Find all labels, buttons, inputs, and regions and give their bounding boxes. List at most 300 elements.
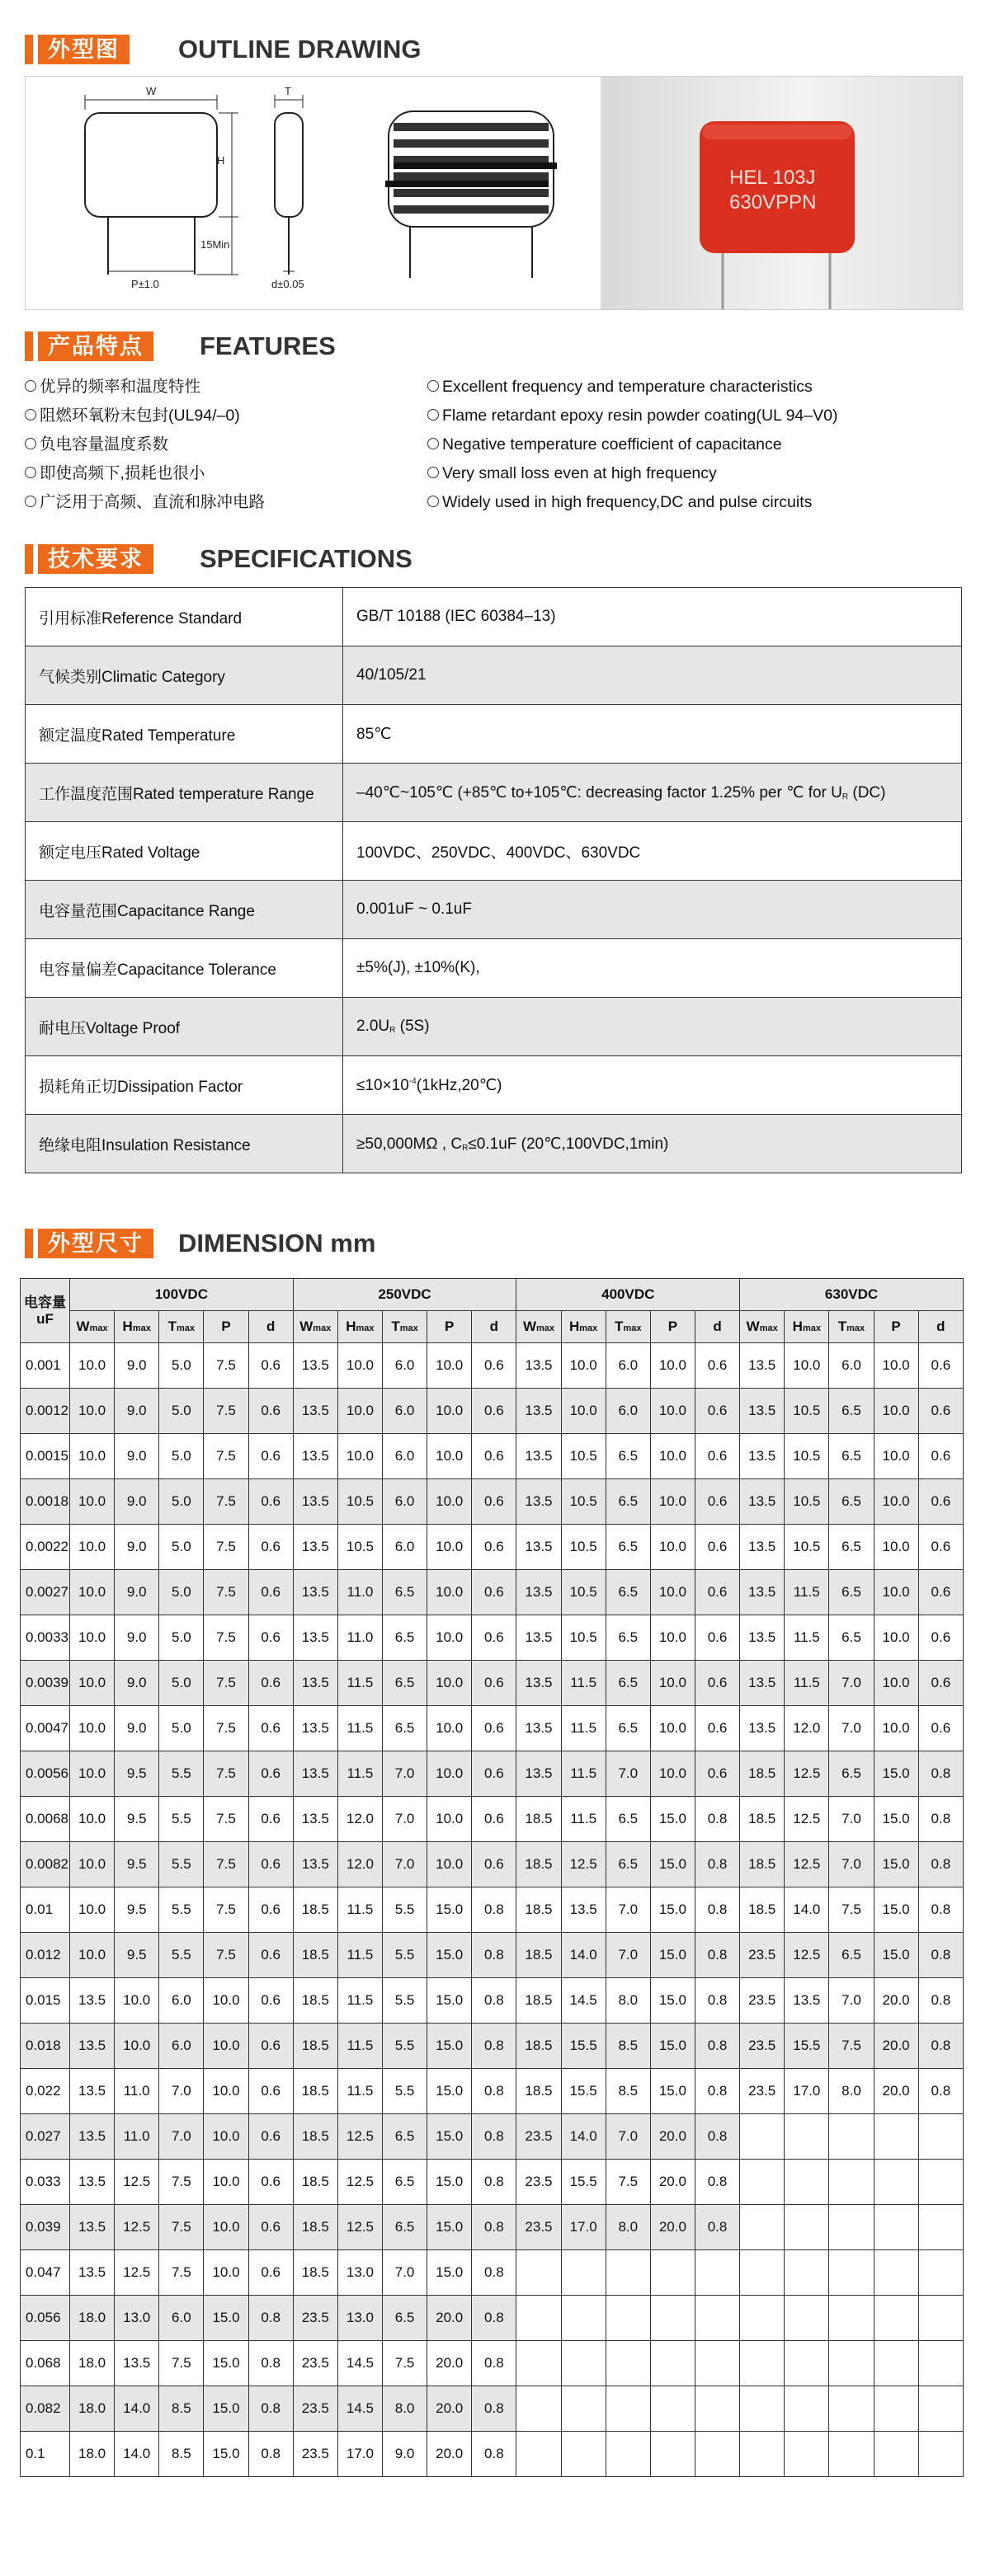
- capacitor-photo-svg: [601, 77, 962, 309]
- dimension-value-cell: 11.5: [337, 2069, 382, 2114]
- dimension-value-cell: 13.5: [293, 1389, 337, 1434]
- dimension-value-cell: 12.5: [337, 2205, 382, 2250]
- dimension-value-cell: 6.5: [829, 1389, 874, 1434]
- dimension-value-cell: 10.0: [204, 2205, 248, 2250]
- dimension-value-cell: [785, 2296, 829, 2341]
- capacitance-cell: 0.0022: [21, 1525, 70, 1570]
- dimension-value-cell: 10.0: [427, 1525, 472, 1570]
- dimension-value-cell: 10.0: [115, 2024, 159, 2069]
- spec-row: [26, 939, 962, 998]
- dimension-value-cell: 9.0: [115, 1389, 159, 1434]
- outline-drawing-svg: [26, 77, 601, 309]
- dimension-value-cell: 18.5: [293, 2069, 337, 2114]
- dimension-value-cell: 7.5: [204, 1933, 248, 1978]
- dimension-value-cell: 0.6: [695, 1479, 739, 1525]
- dimension-value-cell: 13.5: [516, 1706, 561, 1751]
- dimension-value-cell: 13.5: [70, 2069, 115, 2114]
- dimension-value-cell: 6.5: [606, 1434, 650, 1479]
- dimension-value-cell: 18.5: [516, 2069, 561, 2114]
- outline-drawing-panel: [25, 76, 963, 310]
- dimension-value-cell: 0.6: [472, 1434, 516, 1479]
- sub-header-cell: Hmax: [785, 1311, 829, 1343]
- dimension-value-cell: 9.5: [115, 1842, 159, 1887]
- dimension-value-cell: 11.5: [337, 1933, 382, 1978]
- dimension-value-cell: 0.8: [472, 2160, 516, 2205]
- dimension-value-cell: 0.6: [918, 1343, 963, 1389]
- table-row: [21, 1797, 964, 1842]
- dimension-value-cell: 0.6: [918, 1570, 963, 1615]
- dimension-value-cell: 10.0: [70, 1751, 115, 1797]
- dimension-value-cell: 6.5: [382, 2205, 427, 2250]
- spec-value: –40℃~105℃ (+85℃ to+105℃: decreasing factor 1.25% per ℃ for UR (DC): [343, 764, 962, 822]
- spec-value: 2.0UR (5S): [343, 998, 962, 1056]
- dimension-table-body: [21, 1343, 964, 2477]
- dimension-value-cell: 15.0: [874, 1933, 918, 1978]
- dimension-value-cell: 0.8: [695, 2024, 739, 2069]
- table-row: [21, 2432, 964, 2477]
- dimension-value-cell: 15.0: [874, 1751, 918, 1797]
- dimension-value-cell: 11.5: [337, 1661, 382, 1706]
- winding-section-icon: [385, 111, 557, 278]
- dimension-value-cell: 8.5: [159, 2432, 204, 2477]
- dimension-value-cell: 10.0: [874, 1570, 918, 1615]
- dimension-value-cell: 23.5: [740, 1933, 785, 1978]
- dimension-value-cell: 0.6: [248, 2024, 293, 2069]
- dimension-value-cell: 13.5: [516, 1479, 561, 1525]
- dimension-value-cell: 5.5: [159, 1933, 204, 1978]
- dimension-value-cell: 6.5: [829, 1525, 874, 1570]
- dimension-value-cell: 6.5: [829, 1479, 874, 1525]
- dimension-value-cell: 0.8: [472, 2341, 516, 2386]
- dimension-value-cell: 0.8: [472, 2250, 516, 2296]
- capacitance-cell: 0.068: [21, 2341, 70, 2386]
- dimension-value-cell: 10.0: [427, 1661, 472, 1706]
- dimension-value-cell: [918, 2296, 963, 2341]
- dimension-value-cell: [695, 2250, 739, 2296]
- dimension-value-cell: 23.5: [516, 2205, 561, 2250]
- dimension-value-cell: 9.0: [115, 1525, 159, 1570]
- dimension-value-cell: 10.0: [427, 1343, 472, 1389]
- dimension-value-cell: [650, 2250, 695, 2296]
- dimension-value-cell: 5.5: [159, 1887, 204, 1933]
- dimension-value-cell: [740, 2296, 785, 2341]
- dimension-value-cell: [785, 2114, 829, 2160]
- dimension-value-cell: [874, 2114, 918, 2160]
- dim-d-label: d±0.05: [271, 278, 304, 290]
- dimension-value-cell: 0.8: [248, 2296, 293, 2341]
- dimension-value-cell: 0.6: [248, 1389, 293, 1434]
- dimension-value-cell: 0.6: [472, 1797, 516, 1842]
- dimension-value-cell: [695, 2296, 739, 2341]
- dimension-value-cell: [918, 2341, 963, 2386]
- dimension-group-header-row: [21, 1279, 964, 1311]
- dimension-value-cell: 0.6: [472, 1479, 516, 1525]
- dimension-value-cell: 7.0: [829, 1661, 874, 1706]
- dimension-value-cell: 10.5: [785, 1525, 829, 1570]
- spec-row: [26, 1056, 962, 1115]
- dimension-value-cell: 13.5: [740, 1434, 785, 1479]
- dimension-value-cell: 18.0: [70, 2341, 115, 2386]
- specifications-table: [25, 587, 962, 1173]
- dimension-value-cell: 18.5: [516, 1842, 561, 1887]
- spec-key: 电容量范围Capacitance Range: [26, 881, 343, 939]
- dimension-value-cell: 10.0: [70, 1434, 115, 1479]
- capacitance-cell: 0.018: [21, 2024, 70, 2069]
- dimension-value-cell: 7.5: [204, 1343, 248, 1389]
- dimension-value-cell: 9.0: [115, 1615, 159, 1661]
- table-row: [21, 1661, 964, 1706]
- dimension-value-cell: 0.6: [472, 1343, 516, 1389]
- dimension-value-cell: 15.0: [204, 2432, 248, 2477]
- sub-header-cell: Tmax: [382, 1311, 427, 1343]
- dimension-value-cell: [561, 2296, 606, 2341]
- dimension-value-cell: 13.5: [115, 2341, 159, 2386]
- dimension-value-cell: 6.0: [382, 1343, 427, 1389]
- dimension-value-cell: 14.0: [115, 2432, 159, 2477]
- dimension-value-cell: 7.5: [204, 1706, 248, 1751]
- dimension-value-cell: 6.0: [382, 1389, 427, 1434]
- dimension-value-cell: 10.0: [427, 1842, 472, 1887]
- dimension-value-cell: 18.5: [516, 1933, 561, 1978]
- dimension-value-cell: 13.5: [740, 1343, 785, 1389]
- dimension-value-cell: 7.5: [204, 1479, 248, 1525]
- dimension-value-cell: 7.5: [159, 2250, 204, 2296]
- dimension-value-cell: 7.0: [606, 2114, 650, 2160]
- dimension-value-cell: 6.5: [606, 1706, 650, 1751]
- dimension-value-cell: 10.0: [650, 1615, 695, 1661]
- capacitance-cell: 0.082: [21, 2386, 70, 2432]
- capacitance-cell: 0.056: [21, 2296, 70, 2341]
- dimension-value-cell: [740, 2432, 785, 2477]
- dimension-value-cell: 8.0: [606, 1978, 650, 2024]
- dimension-value-cell: 0.8: [695, 2160, 739, 2205]
- capacitance-cell: 0.01: [21, 1887, 70, 1933]
- features-section-header: [25, 328, 965, 361]
- dimension-value-cell: 10.5: [561, 1615, 606, 1661]
- dimension-value-cell: 0.6: [695, 1661, 739, 1706]
- dimension-value-cell: 6.5: [829, 1434, 874, 1479]
- dimension-value-cell: 9.0: [115, 1661, 159, 1706]
- capacitance-cell: 0.022: [21, 2069, 70, 2114]
- dimension-value-cell: 13.5: [740, 1570, 785, 1615]
- specs-title-en: SPECIFICATIONS: [200, 544, 412, 573]
- dimension-value-cell: [561, 2386, 606, 2432]
- dimension-value-cell: 10.0: [337, 1389, 382, 1434]
- dimension-value-cell: 0.6: [248, 1797, 293, 1842]
- dimension-value-cell: 0.6: [248, 1479, 293, 1525]
- dimension-value-cell: 20.0: [874, 2069, 918, 2114]
- dimension-value-cell: [874, 2296, 918, 2341]
- spec-value: ≥50,000MΩ , CR≤0.1uF (20℃,100VDC,1min): [343, 1115, 962, 1173]
- dimension-value-cell: 20.0: [874, 1978, 918, 2024]
- dimension-value-cell: [918, 2114, 963, 2160]
- dimension-value-cell: 18.5: [516, 1797, 561, 1842]
- dimension-value-cell: 15.0: [427, 2250, 472, 2296]
- dimension-value-cell: [740, 2386, 785, 2432]
- dimension-value-cell: 0.6: [472, 1842, 516, 1887]
- table-row: [21, 1751, 964, 1797]
- dimension-value-cell: 10.0: [785, 1343, 829, 1389]
- table-row: [21, 1570, 964, 1615]
- sub-header-cell: Hmax: [561, 1311, 606, 1343]
- dimension-value-cell: 20.0: [650, 2205, 695, 2250]
- dimension-value-cell: 6.0: [159, 2296, 204, 2341]
- header-accent-bar: [25, 544, 33, 574]
- dimension-value-cell: 6.5: [382, 1570, 427, 1615]
- dimension-value-cell: 23.5: [293, 2341, 337, 2386]
- dimension-value-cell: 18.5: [293, 2024, 337, 2069]
- dimension-value-cell: 13.5: [516, 1343, 561, 1389]
- dimension-value-cell: 0.6: [695, 1570, 739, 1615]
- dimension-value-cell: 11.5: [785, 1615, 829, 1661]
- dimension-value-cell: 0.6: [248, 1570, 293, 1615]
- features-list: [25, 373, 965, 521]
- dimension-value-cell: 0.6: [695, 1525, 739, 1570]
- dimension-value-cell: 6.0: [382, 1525, 427, 1570]
- dimension-value-cell: [561, 2250, 606, 2296]
- feature-cn-item: 即使高频下,损耗也很小: [25, 459, 205, 487]
- dimension-value-cell: 11.5: [337, 1706, 382, 1751]
- dimension-value-cell: [516, 2341, 561, 2386]
- dimension-value-cell: 0.8: [248, 2341, 293, 2386]
- dimension-value-cell: 10.0: [427, 1389, 472, 1434]
- dimension-value-cell: 0.6: [695, 1343, 739, 1389]
- dimension-value-cell: 18.5: [516, 1887, 561, 1933]
- dimension-value-cell: 0.8: [472, 2069, 516, 2114]
- dimension-value-cell: 10.0: [427, 1615, 472, 1661]
- spec-value: ±5%(J), ±10%(K),: [343, 939, 962, 998]
- dimension-value-cell: 13.5: [740, 1661, 785, 1706]
- dimension-value-cell: 0.8: [472, 2386, 516, 2432]
- dim-w-label: W: [146, 85, 157, 97]
- dimension-value-cell: 5.0: [159, 1389, 204, 1434]
- dimension-value-cell: [695, 2386, 739, 2432]
- capacitor-photo: [601, 77, 962, 309]
- dimension-value-cell: 0.6: [248, 1525, 293, 1570]
- capacitor-print-line2: 630VPPN: [729, 191, 817, 214]
- dimension-value-cell: 11.5: [561, 1751, 606, 1797]
- table-row: [21, 2341, 964, 2386]
- feature-en-item: Flame retardant epoxy resin powder coating(UL 94–V0): [427, 402, 837, 430]
- dimension-value-cell: 0.6: [248, 1933, 293, 1978]
- table-row: [21, 2386, 964, 2432]
- dimension-value-cell: 14.5: [337, 2386, 382, 2432]
- dimension-value-cell: 10.0: [115, 1978, 159, 2024]
- dimension-value-cell: 10.0: [70, 1887, 115, 1933]
- dimension-value-cell: [650, 2432, 695, 2477]
- dimension-value-cell: 13.5: [70, 2114, 115, 2160]
- features-title-cn: 产品特点: [38, 331, 153, 361]
- dimension-value-cell: 0.6: [472, 1525, 516, 1570]
- dimension-value-cell: 18.0: [70, 2296, 115, 2341]
- dimension-value-cell: 10.0: [204, 2160, 248, 2205]
- dimension-value-cell: 15.0: [427, 1933, 472, 1978]
- capacitance-cell: 0.039: [21, 2205, 70, 2250]
- dimension-value-cell: 6.5: [829, 1933, 874, 1978]
- dimension-value-cell: 7.0: [829, 1842, 874, 1887]
- sub-header-cell: Tmax: [829, 1311, 874, 1343]
- dimension-value-cell: 23.5: [740, 2069, 785, 2114]
- dimension-value-cell: [561, 2432, 606, 2477]
- sub-header-cell: P: [427, 1311, 472, 1343]
- dimension-value-cell: [829, 2160, 874, 2205]
- bullet-circle-icon: [427, 467, 439, 478]
- dimension-value-cell: 0.6: [248, 2205, 293, 2250]
- capacitance-cell: 0.0068: [21, 1797, 70, 1842]
- sub-header-cell: d: [695, 1311, 739, 1343]
- feature-cn-item: 优异的频率和温度特性: [25, 373, 200, 401]
- front-view-body: [85, 113, 217, 217]
- dimension-value-cell: 13.5: [70, 1978, 115, 2024]
- dimension-value-cell: 11.0: [337, 1615, 382, 1661]
- table-row: [21, 1842, 964, 1887]
- dimension-value-cell: 18.5: [293, 1887, 337, 1933]
- dimension-value-cell: 13.5: [516, 1434, 561, 1479]
- dimension-value-cell: [740, 2205, 785, 2250]
- dimension-value-cell: [561, 2341, 606, 2386]
- dimension-value-cell: 6.5: [829, 1570, 874, 1615]
- outline-section-header: [25, 31, 965, 64]
- spec-row: [26, 588, 962, 646]
- dimension-value-cell: 0.8: [248, 2432, 293, 2477]
- spec-key: 气候类别Climatic Category: [26, 646, 343, 705]
- dimension-value-cell: 0.6: [248, 1434, 293, 1479]
- dimension-value-cell: 0.8: [472, 1887, 516, 1933]
- dimension-value-cell: 0.6: [248, 1978, 293, 2024]
- dimension-value-cell: 0.6: [472, 1661, 516, 1706]
- sub-header-cell: Wmax: [740, 1311, 785, 1343]
- dimension-value-cell: 15.0: [874, 1842, 918, 1887]
- dimension-value-cell: 6.5: [382, 1615, 427, 1661]
- dimension-value-cell: [874, 2160, 918, 2205]
- capacitance-cell: 0.015: [21, 1978, 70, 2024]
- spec-key: 工作温度范围Rated temperature Range: [26, 764, 343, 822]
- table-row: [21, 1706, 964, 1751]
- outline-title-cn: 外型图: [38, 35, 130, 64]
- dimension-value-cell: 13.5: [516, 1389, 561, 1434]
- dimension-value-cell: 8.0: [829, 2069, 874, 2114]
- dimension-value-cell: [740, 2160, 785, 2205]
- bullet-circle-icon: [25, 409, 36, 421]
- dimension-value-cell: 0.8: [918, 1751, 963, 1797]
- dimension-value-cell: 13.5: [293, 1706, 337, 1751]
- dimension-value-cell: 7.5: [204, 1887, 248, 1933]
- spec-row: [26, 881, 962, 939]
- dimension-value-cell: 0.6: [248, 2114, 293, 2160]
- dimension-value-cell: 10.0: [70, 1389, 115, 1434]
- dimension-value-cell: 0.8: [472, 2296, 516, 2341]
- capacitance-cell: 0.012: [21, 1933, 70, 1978]
- spec-value: 85℃: [343, 705, 962, 764]
- sub-header-cell: Wmax: [293, 1311, 337, 1343]
- table-row: [21, 1615, 964, 1661]
- dimension-value-cell: 13.5: [740, 1706, 785, 1751]
- dimension-value-cell: 6.0: [382, 1434, 427, 1479]
- dimension-value-cell: 15.0: [650, 1887, 695, 1933]
- dimension-value-cell: 13.5: [70, 2160, 115, 2205]
- dimension-value-cell: 0.8: [695, 2205, 739, 2250]
- dimension-title-cn: 外型尺寸: [38, 1229, 153, 1258]
- dimension-value-cell: 17.0: [561, 2205, 606, 2250]
- dimension-value-cell: 6.5: [382, 1706, 427, 1751]
- dimension-value-cell: 15.0: [650, 1933, 695, 1978]
- dimension-value-cell: 5.5: [159, 1797, 204, 1842]
- dimension-value-cell: 9.5: [115, 1751, 159, 1797]
- dimension-value-cell: 9.5: [115, 1797, 159, 1842]
- dimension-value-cell: 13.5: [740, 1615, 785, 1661]
- table-row: [21, 1343, 964, 1389]
- dimension-value-cell: 11.5: [561, 1661, 606, 1706]
- dimension-value-cell: 6.5: [606, 1525, 650, 1570]
- capacitance-cell: 0.0056: [21, 1751, 70, 1797]
- dimension-value-cell: 8.5: [606, 2024, 650, 2069]
- dimension-value-cell: 5.5: [382, 2069, 427, 2114]
- dimension-value-cell: 7.0: [829, 1706, 874, 1751]
- dimension-value-cell: 11.5: [337, 1887, 382, 1933]
- dimension-value-cell: 10.0: [204, 2024, 248, 2069]
- dimension-value-cell: [606, 2250, 650, 2296]
- dimension-value-cell: 11.0: [337, 1570, 382, 1615]
- dimension-value-cell: 10.0: [70, 1661, 115, 1706]
- dimension-value-cell: [650, 2386, 695, 2432]
- table-row: [21, 2250, 964, 2296]
- specs-section-header: [25, 541, 965, 574]
- dimension-value-cell: 0.6: [248, 1706, 293, 1751]
- dimension-value-cell: 6.5: [382, 1661, 427, 1706]
- dimension-value-cell: [829, 2114, 874, 2160]
- dimension-value-cell: 13.0: [337, 2296, 382, 2341]
- dimension-value-cell: [918, 2432, 963, 2477]
- spec-row: [26, 1115, 962, 1173]
- dimension-value-cell: 10.0: [70, 1706, 115, 1751]
- dimension-value-cell: 6.0: [606, 1343, 650, 1389]
- dimension-value-cell: 10.0: [70, 1343, 115, 1389]
- dimension-value-cell: 6.0: [382, 1479, 427, 1525]
- dimension-value-cell: 9.5: [115, 1887, 159, 1933]
- feature-en-item: Negative temperature coefficient of capacitance: [427, 430, 782, 458]
- dimension-value-cell: 7.5: [159, 2205, 204, 2250]
- sub-header-cell: Wmax: [70, 1311, 115, 1343]
- dimension-value-cell: 6.5: [606, 1797, 650, 1842]
- dimension-value-cell: 0.6: [695, 1389, 739, 1434]
- dimension-value-cell: 15.0: [427, 2114, 472, 2160]
- capacitance-cell: 0.0018: [21, 1479, 70, 1525]
- dimension-value-cell: 0.8: [695, 1797, 739, 1842]
- dimension-value-cell: 18.5: [740, 1887, 785, 1933]
- sub-header-cell: d: [472, 1311, 516, 1343]
- dimension-value-cell: 14.0: [561, 1933, 606, 1978]
- dimension-value-cell: 15.0: [650, 2024, 695, 2069]
- dimension-value-cell: 17.0: [337, 2432, 382, 2477]
- dimension-value-cell: 9.0: [382, 2432, 427, 2477]
- dimension-value-cell: [740, 2114, 785, 2160]
- dimension-value-cell: 14.0: [115, 2386, 159, 2432]
- table-row: [21, 1389, 964, 1434]
- dimension-value-cell: 11.5: [337, 2024, 382, 2069]
- dimension-value-cell: 20.0: [650, 2114, 695, 2160]
- dimension-value-cell: 10.0: [427, 1797, 472, 1842]
- dimension-value-cell: 7.5: [382, 2341, 427, 2386]
- dimension-value-cell: 15.0: [427, 1978, 472, 2024]
- capacitance-cell: 0.027: [21, 2114, 70, 2160]
- dimension-value-cell: 5.0: [159, 1615, 204, 1661]
- dimension-value-cell: [918, 2250, 963, 2296]
- dimension-value-cell: 10.0: [70, 1797, 115, 1842]
- dimension-value-cell: [606, 2432, 650, 2477]
- spec-value: 0.001uF ~ 0.1uF: [343, 881, 962, 939]
- spec-key: 损耗角正切Dissipation Factor: [26, 1056, 343, 1115]
- dimension-value-cell: 7.5: [204, 1570, 248, 1615]
